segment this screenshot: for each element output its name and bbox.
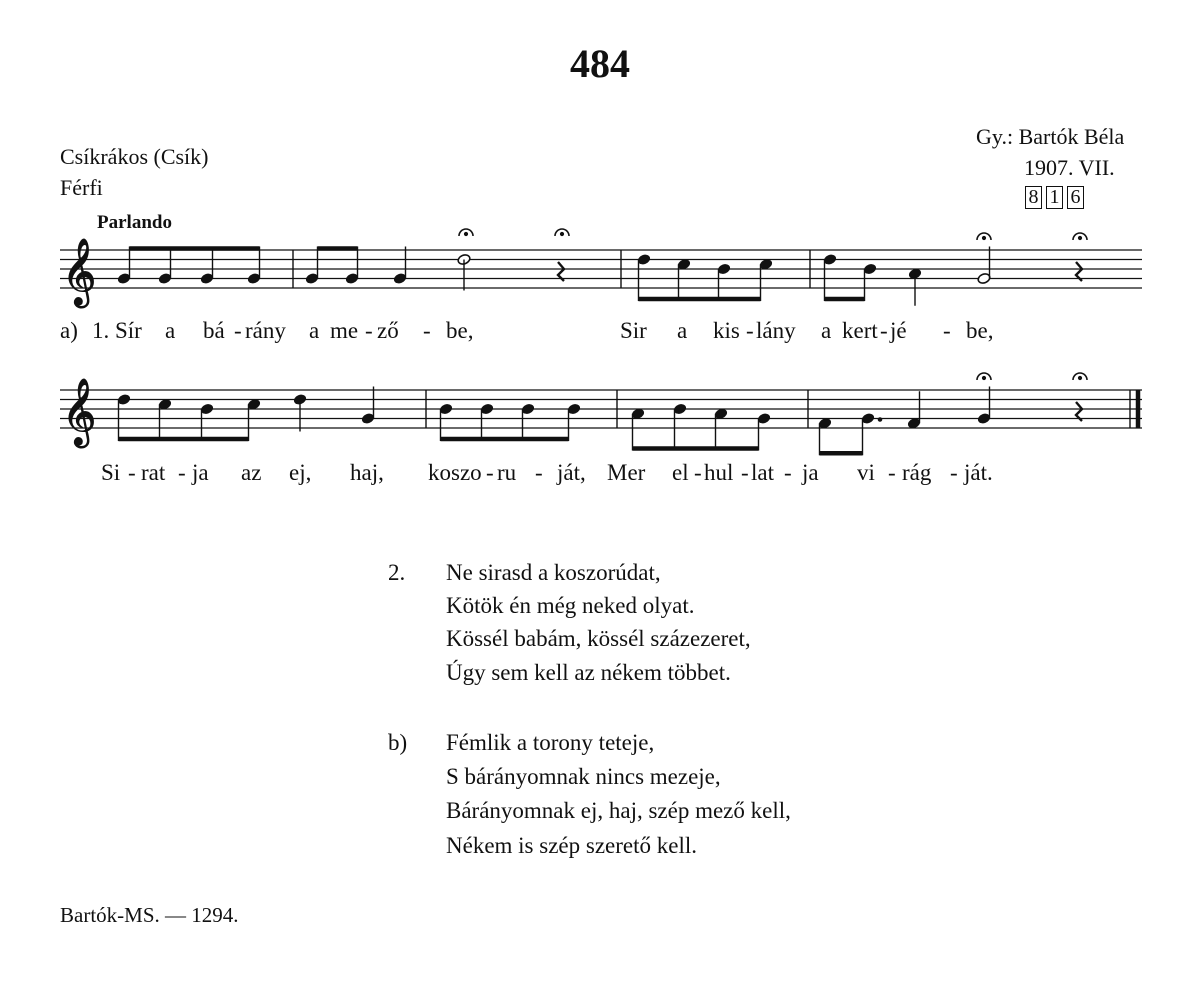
fermata-icon xyxy=(1078,236,1081,239)
lyric-syllable: haj, xyxy=(350,460,384,485)
collector: Gy.: Bartók Béla xyxy=(976,124,1125,149)
lyric-hyphen: - xyxy=(741,460,749,485)
lyric-syllable: kert xyxy=(842,318,878,343)
lyric-syllable: a xyxy=(165,318,176,343)
verse-label: a) xyxy=(60,318,78,343)
lyric-syllable: a xyxy=(309,318,320,343)
lyric-syllable: koszo xyxy=(428,460,482,485)
fermata-icon xyxy=(464,232,467,235)
lyric-syllable: jé xyxy=(890,318,907,343)
stanza-line: Ne sirasd a koszorúdat, xyxy=(446,560,661,585)
tempo-marking: Parlando xyxy=(97,212,172,233)
treble-clef-icon: 𝄞 xyxy=(62,237,97,305)
lyric-hyphen: - xyxy=(694,460,702,485)
lyric-syllable: az xyxy=(241,460,262,485)
lyric-hyphen: - xyxy=(535,460,543,485)
lyric-syllable: be, xyxy=(446,318,474,343)
dot-icon xyxy=(878,418,882,422)
lyric-hyphen: - xyxy=(486,460,494,485)
lyric-syllable: lány xyxy=(756,318,796,343)
lyric-hyphen: - xyxy=(880,318,888,343)
lyric-syllable: a xyxy=(821,318,832,343)
stanza-line: Nékem is szép szerető kell. xyxy=(446,833,697,858)
lyric-syllable: lat xyxy=(751,460,774,485)
lyric-hyphen: - xyxy=(365,318,373,343)
lyric-hyphen: - xyxy=(950,460,958,485)
lyric-hyphen: - xyxy=(423,318,431,343)
lyric-syllable: Sir xyxy=(620,318,647,343)
collection-location: Csíkrákos (Csík) xyxy=(60,144,209,169)
lyric-hyphen: - xyxy=(234,318,242,343)
lyric-hyphen: - xyxy=(128,460,136,485)
lyric-syllable: ru xyxy=(497,460,517,485)
lyric-hyphen: - xyxy=(178,460,186,485)
lyric-syllable: 1. Sír xyxy=(92,318,142,343)
staff-line-2 xyxy=(60,373,1142,455)
lyric-syllable: ját, xyxy=(557,460,586,485)
lyric-syllable: ző xyxy=(377,318,399,343)
catalog-code-digit: 8 xyxy=(1025,186,1042,209)
lyric-syllable: vi xyxy=(857,460,875,485)
lyric-syllable: me xyxy=(330,318,359,343)
lyric-syllable: ja xyxy=(802,460,819,485)
stanza-line: S bárányomnak nincs mezeje, xyxy=(446,764,721,789)
singer: Férfi xyxy=(60,175,103,200)
lyric-syllable: Mer xyxy=(607,460,646,485)
lyric-hyphen: - xyxy=(784,460,792,485)
fermata-icon xyxy=(982,236,985,239)
lyric-syllable: kis xyxy=(713,318,740,343)
song-number: 484 xyxy=(570,41,630,86)
lyric-syllable: hul xyxy=(704,460,734,485)
treble-clef-icon: 𝄞 xyxy=(62,377,97,445)
lyric-syllable: rány xyxy=(245,318,286,343)
lyric-syllable: rat xyxy=(141,460,166,485)
lyric-syllable: ej, xyxy=(289,460,312,485)
fermata-icon xyxy=(1078,376,1081,379)
lyric-syllable: rág xyxy=(902,460,932,485)
stanza-line: Úgy sem kell az nékem többet. xyxy=(446,660,731,685)
lyric-syllable: ját. xyxy=(964,460,993,485)
lyric-syllable: el xyxy=(672,460,689,485)
lyric-syllable: Si xyxy=(101,460,121,485)
stanza-line: Bárányomnak ej, haj, szép mező kell, xyxy=(446,798,791,823)
fermata-icon xyxy=(982,376,985,379)
lyric-hyphen: - xyxy=(888,460,896,485)
lyric-hyphen: - xyxy=(943,318,951,343)
lyric-syllable: bá xyxy=(203,318,225,343)
lyric-syllable: ja xyxy=(192,460,209,485)
stanza-line: Fémlik a torony teteje, xyxy=(446,730,655,755)
stanza-label: 2. xyxy=(388,560,406,585)
staff-line-1 xyxy=(60,229,1142,308)
stanza-line: Kötök én még neked olyat. xyxy=(446,593,695,618)
fermata-icon xyxy=(560,232,563,235)
manuscript-reference: Bartók-MS. — 1294. xyxy=(60,903,239,927)
lyric-hyphen: - xyxy=(746,318,754,343)
catalog-code-digit: 1 xyxy=(1046,186,1063,209)
lyric-syllable: a xyxy=(677,318,688,343)
stanza-label: b) xyxy=(388,730,408,755)
catalog-code-digit: 6 xyxy=(1067,186,1084,209)
collection-date: 1907. VII. xyxy=(1024,155,1115,180)
stanza-line: Kössél babám, kössél százezeret, xyxy=(446,626,751,651)
lyric-syllable: be, xyxy=(966,318,994,343)
